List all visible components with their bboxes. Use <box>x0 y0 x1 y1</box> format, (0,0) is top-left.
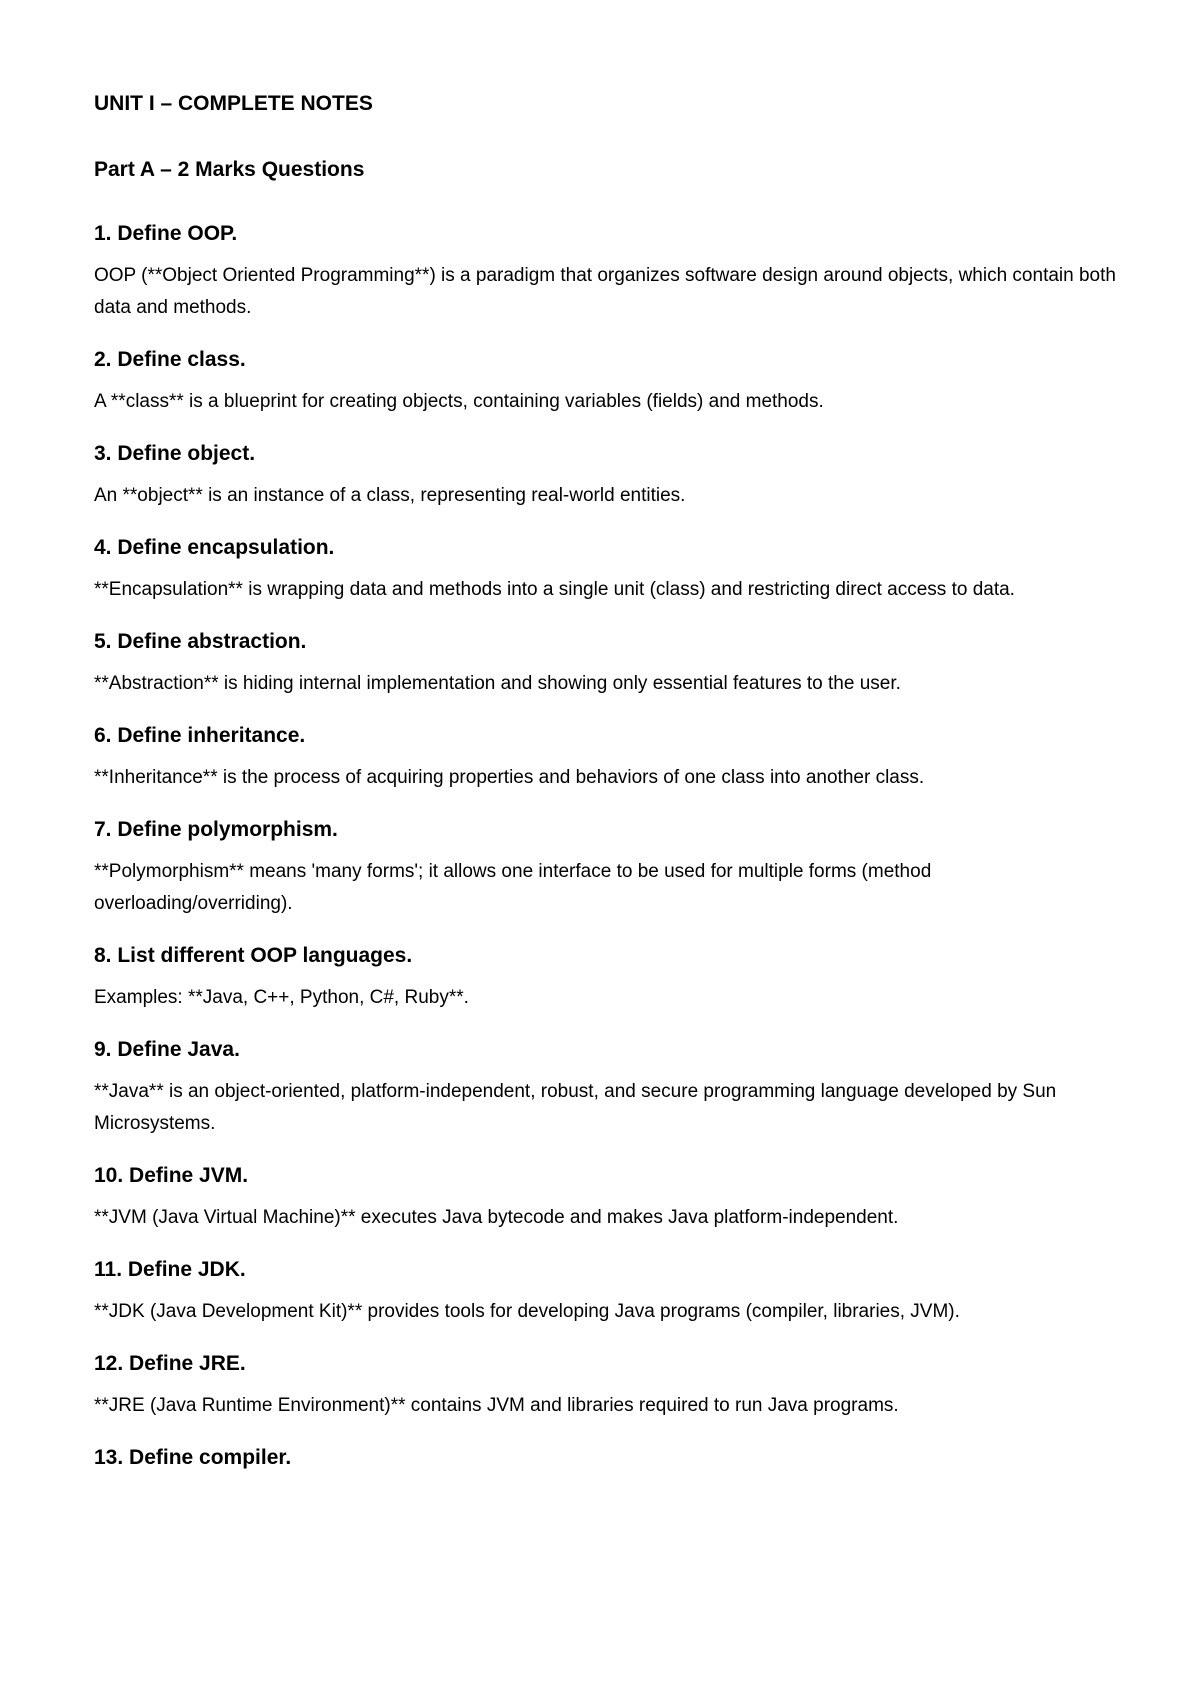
qa-item <box>94 1444 1124 1472</box>
question-heading: 12. Define JRE. <box>94 1352 246 1375</box>
answer-text: **Polymorphism** means 'many forms'; it allows one interface to be used for multiple forms (method overloading/overriding). <box>94 861 932 914</box>
question-heading: 13. Define compiler. <box>94 1446 292 1469</box>
question-heading: 5. Define abstraction. <box>94 630 307 653</box>
answer-text: An **object** is an instance of a class, representing real-world entities. <box>94 485 686 506</box>
qa-item <box>94 816 1124 920</box>
qa-item <box>94 534 1124 606</box>
answer-text: **JDK (Java Development Kit)** provides tools for developing Java programs (compiler, libraries, JVM). <box>94 1301 960 1322</box>
answer-text: **JRE (Java Runtime Environment)** contains JVM and libraries required to run Java programs. <box>94 1395 899 1416</box>
answer-text: **Encapsulation** is wrapping data and methods into a single unit (class) and restricting direct access to data. <box>94 579 1015 600</box>
qa-item <box>94 1162 1124 1234</box>
answer-text: Examples: **Java, C++, Python, C#, Ruby**. <box>94 987 469 1008</box>
question-heading: 9. Define Java. <box>94 1038 240 1061</box>
question-heading: 7. Define polymorphism. <box>94 818 338 841</box>
answer-text: **Inheritance** is the process of acquiring properties and behaviors of one class into another class. <box>94 767 925 788</box>
question-heading: 4. Define encapsulation. <box>94 536 335 559</box>
answer-text: **Abstraction** is hiding internal implementation and showing only essential features to the user. <box>94 673 901 694</box>
qa-item <box>94 220 1124 324</box>
question-heading: 8. List different OOP languages. <box>94 944 413 967</box>
question-heading: 2. Define class. <box>94 348 246 371</box>
document-page <box>94 90 1124 1494</box>
qa-item <box>94 440 1124 512</box>
answer-text: **JVM (Java Virtual Machine)** executes Java bytecode and makes Java platform-independent. <box>94 1207 899 1228</box>
question-heading: 11. Define JDK. <box>94 1258 246 1281</box>
qa-item <box>94 346 1124 418</box>
question-heading: 1. Define OOP. <box>94 222 238 245</box>
question-heading: 6. Define inheritance. <box>94 724 306 747</box>
question-heading: 10. Define JVM. <box>94 1164 249 1187</box>
qa-item <box>94 942 1124 1014</box>
answer-text: **Java** is an object-oriented, platform-independent, robust, and secure programming language developed by Sun Microsystems. <box>94 1081 1057 1134</box>
qa-item <box>94 1256 1124 1328</box>
part-heading: Part A – 2 Marks Questions <box>94 158 365 181</box>
answer-text: A **class** is a blueprint for creating objects, containing variables (fields) and methods. <box>94 391 824 412</box>
document-title: UNIT I – COMPLETE NOTES <box>94 92 373 115</box>
qa-item <box>94 1350 1124 1422</box>
qa-item <box>94 628 1124 700</box>
qa-item <box>94 1036 1124 1140</box>
qa-item <box>94 722 1124 794</box>
answer-text: OOP (**Object Oriented Programming**) is a paradigm that organizes software design around objects, which contain both data and methods. <box>94 265 1116 318</box>
question-heading: 3. Define object. <box>94 442 256 465</box>
